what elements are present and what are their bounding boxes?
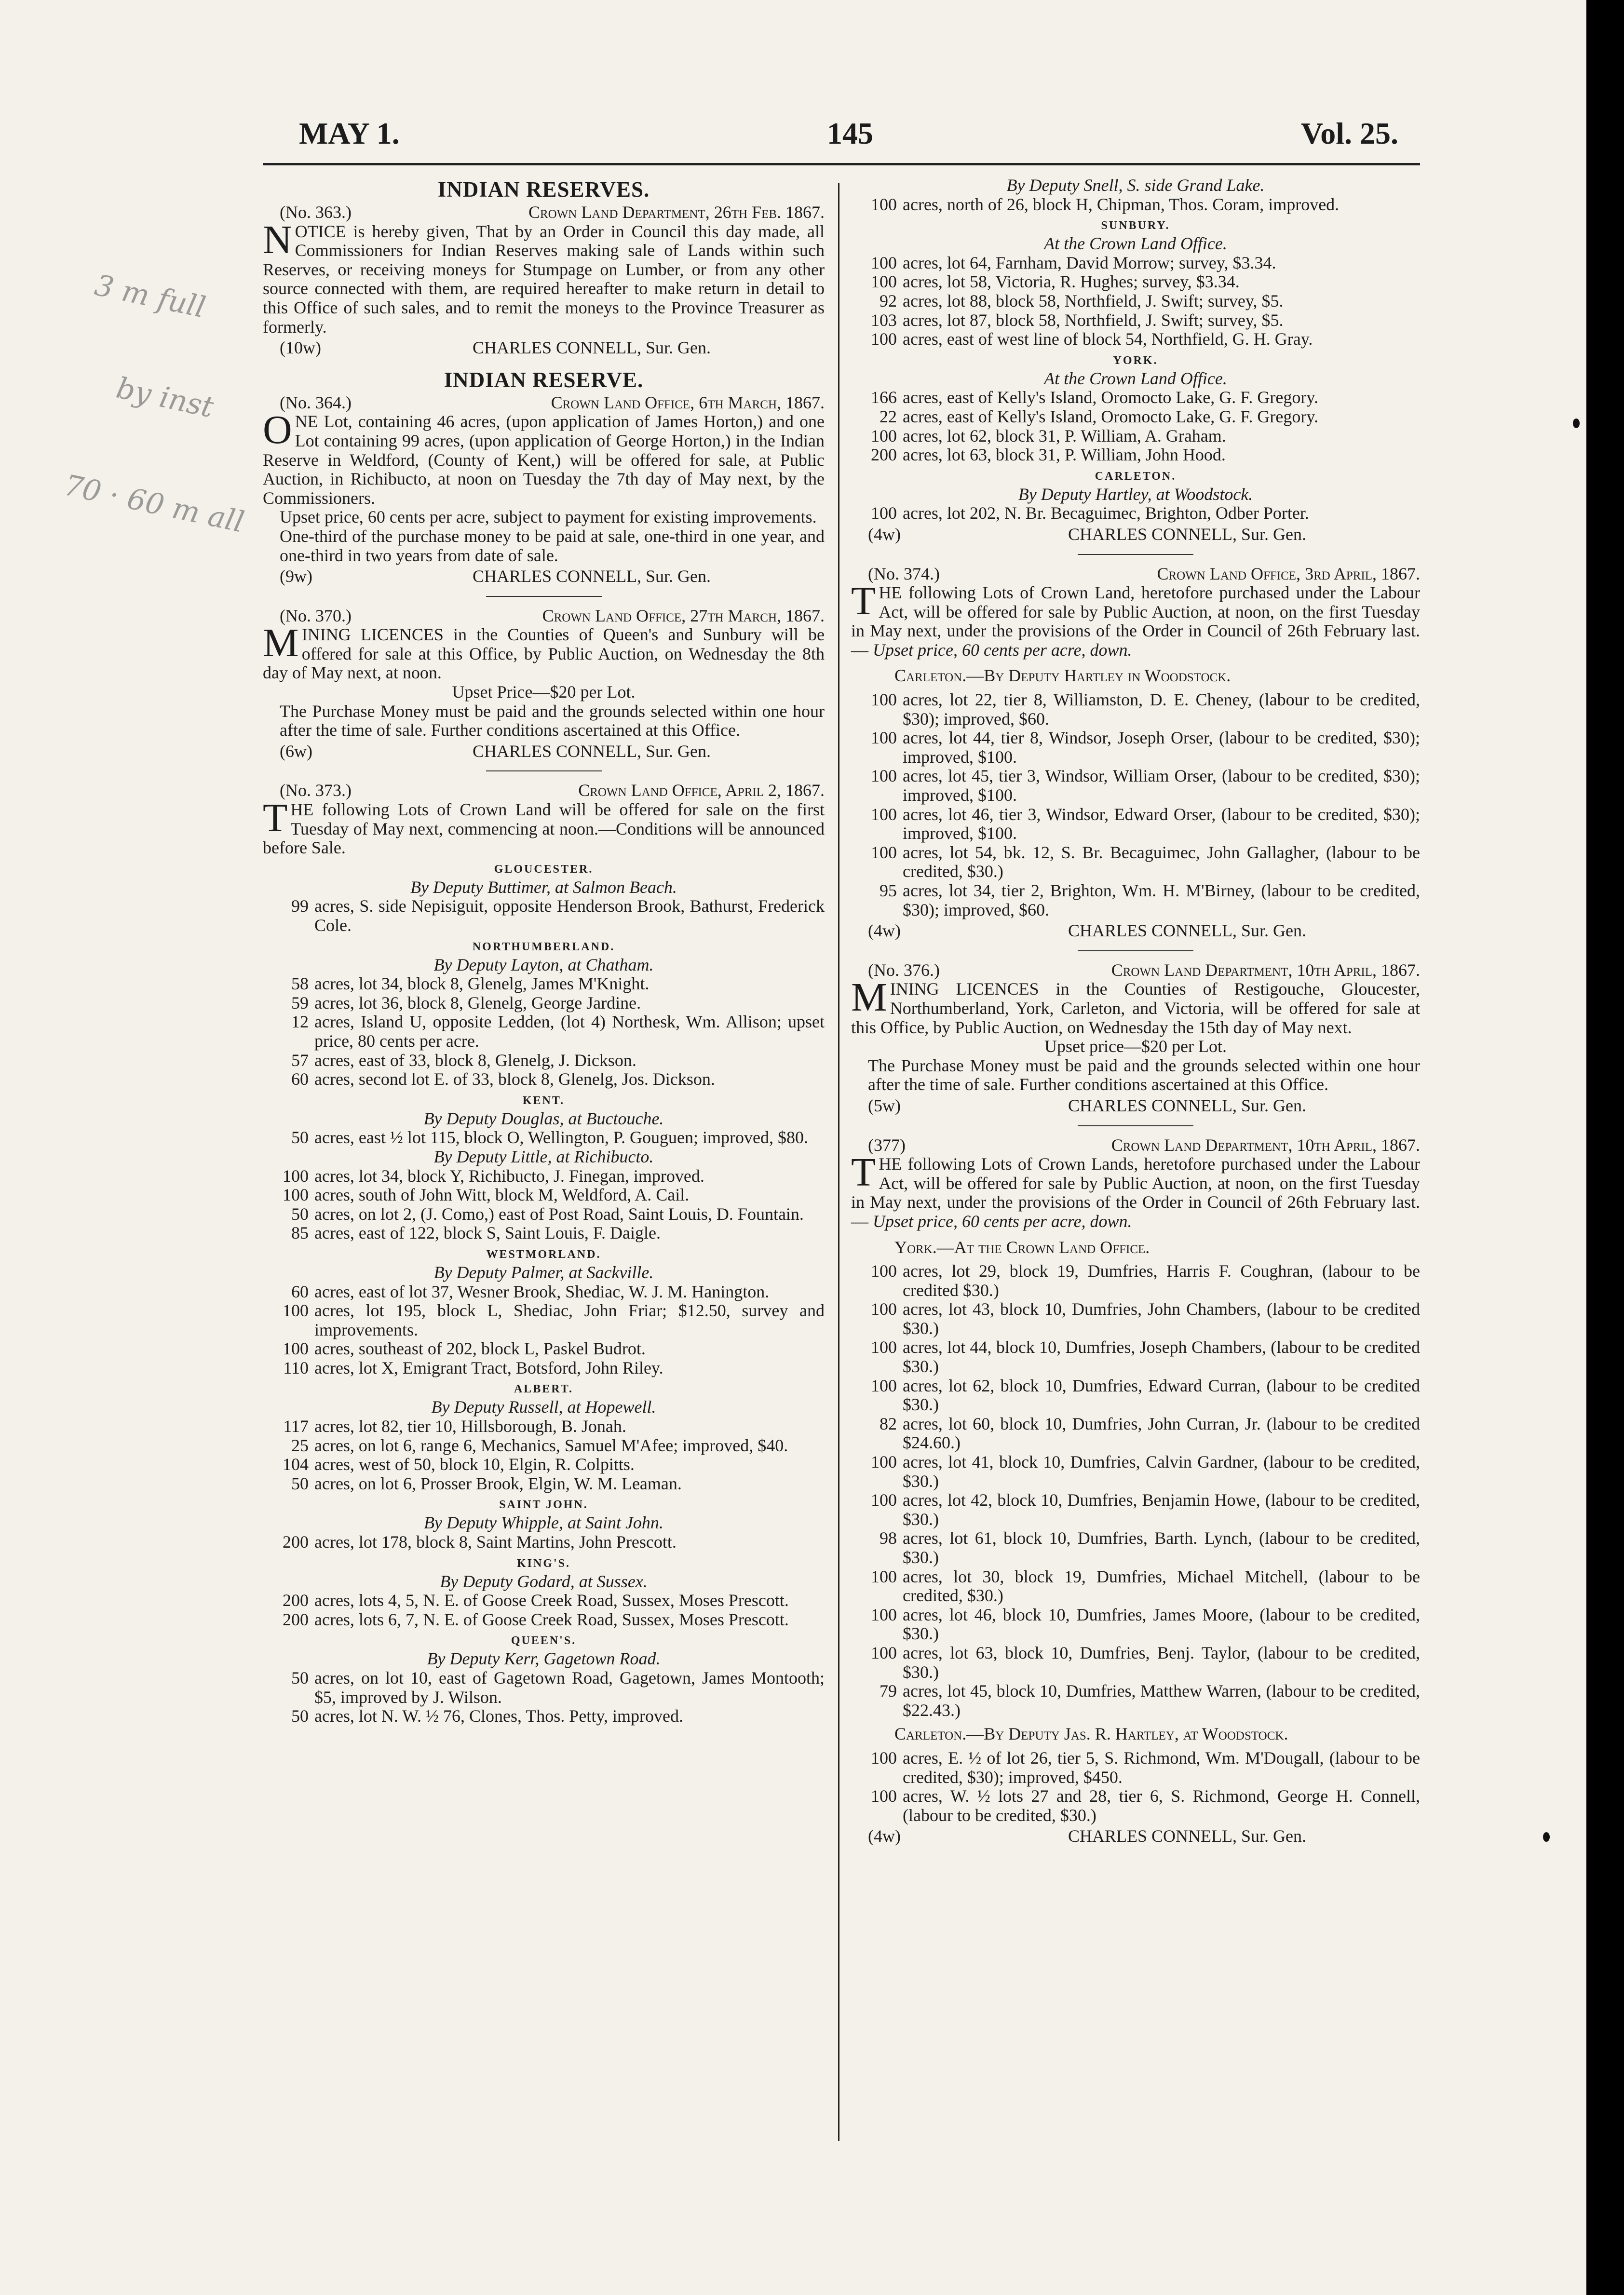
- separator: [1078, 554, 1193, 555]
- lot-description: acres, lot X, Emigrant Tract, Botsford, John Riley.: [314, 1358, 663, 1377]
- notice-office: Crown Land Office, April 2, 1867.: [578, 781, 825, 800]
- lot-description: acres, west of 50, block 10, Elgin, R. Colpitts.: [314, 1455, 635, 1474]
- lot-acres: 166: [871, 388, 897, 407]
- lot-description: acres, lot 88, block 58, Northfield, J. Swift; survey, $5.: [903, 291, 1284, 310]
- lot-entry: [263, 1591, 825, 1610]
- lot-description: acres, lot 202, N. Br. Becaguimec, Brighton, Odber Porter.: [903, 503, 1309, 523]
- signature-name: CHARLES CONNELL, Sur. Gen.: [473, 741, 711, 761]
- handwritten-margin-note: 3 m full: [92, 268, 209, 325]
- notice-upset-italic: Upset price, 60 cents per acre, down.: [873, 1211, 1132, 1231]
- lot-acres: 100: [871, 766, 897, 786]
- lot-description: acres, lot 63, block 31, P. William, John Hood.: [903, 445, 1226, 465]
- deputy-line: By Deputy Little, at Richibucto.: [433, 1147, 654, 1166]
- lot-description: acres, east of 33, block 8, Glenelg, J. Dickson.: [314, 1050, 636, 1070]
- lot-description: acres, lots 6, 7, N. E. of Goose Creek Road, Sussex, Moses Prescott.: [314, 1609, 789, 1629]
- notice-number: (No. 370.): [280, 606, 352, 625]
- lot-entry: [263, 1455, 825, 1474]
- lot-entry: [263, 1436, 825, 1456]
- lot-entry: [263, 974, 825, 994]
- county-heading: SAINT JOHN.: [499, 1498, 588, 1512]
- county-heading: YORK.: [1113, 354, 1158, 367]
- lot-description: acres, lot 62, block 31, P. William, A. Graham.: [903, 426, 1226, 446]
- deputy-line: By Deputy Whipple, at Saint John.: [424, 1513, 663, 1533]
- notice-body: NOTICE is hereby given, That by an Order in Council this day made, all Commissioners for Indian Reserves making sale of Lands within such Reserves, or receiving moneys for Stumpage on Lumber, or from any other source connected with them, are required hereafter to make return in detail to this Office of such sales, and to remit the moneys to the Province Treasurer as formerly.: [263, 217, 825, 337]
- lot-entry: [851, 407, 1420, 427]
- lot-acres: 60: [291, 1282, 309, 1301]
- lot-acres: 100: [871, 842, 897, 862]
- lot-acres: 100: [283, 1339, 309, 1359]
- lot-acres: 12: [291, 1012, 309, 1032]
- lot-list: [851, 690, 1420, 919]
- lot-entry: [851, 330, 1420, 349]
- lot-entry: [263, 1339, 825, 1359]
- notice-body-text: THE following Lots of Crown Land, heretofore purchased under the Labour Act, will be offered for sale by Public Auction, at noon, on the first Tuesday in May next, under the provisions of the Order in Council of 26th February last.—: [851, 579, 1420, 660]
- lot-description: acres, W. ½ lots 27 and 28, tier 6, S. Richmond, George H. Connell, (labour to be credited, $30.): [903, 1786, 1420, 1825]
- lot-description: acres, S. side Nepisiguit, opposite Henderson Brook, Bathurst, Frederick Cole.: [314, 896, 825, 935]
- lot-description: acres, lot 87, block 58, Northfield, J. Swift; survey, $5.: [903, 310, 1284, 330]
- notice-line: [263, 607, 825, 626]
- lot-acres: 200: [283, 1609, 309, 1629]
- lot-entry: [851, 254, 1420, 273]
- lot-acres: 100: [871, 1643, 897, 1662]
- lot-description: acres, lot 63, block 10, Dumfries, Benj. Taylor, (labour to be credited, $30.): [903, 1643, 1420, 1682]
- lot-list: [851, 1749, 1420, 1825]
- lot-entry: [263, 1533, 825, 1552]
- lot-entry: [263, 1359, 825, 1378]
- lot-description: acres, lots 4, 5, N. E. of Goose Creek Road, Sussex, Moses Prescott.: [314, 1591, 789, 1610]
- lot-acres: 98: [880, 1528, 897, 1548]
- deputy-line: By Deputy Hartley, at Woodstock.: [1018, 484, 1253, 504]
- notice-paragraph: One-third of the purchase money to be paid at sale, one-third in one year, and one-third in two years from date of sale.: [280, 526, 825, 565]
- notice-line: [263, 393, 825, 413]
- lot-acres: 50: [291, 1668, 309, 1688]
- notice-number: (No. 363.): [280, 202, 352, 222]
- lot-entry: [851, 881, 1420, 919]
- lot-entry: [263, 1474, 825, 1494]
- lot-entry: [851, 1415, 1420, 1453]
- page-number: 145: [827, 116, 873, 150]
- county-heading: ALBERT.: [514, 1383, 574, 1396]
- lot-acres: 100: [871, 728, 897, 748]
- deputy-line: By Deputy Buttimer, at Salmon Beach.: [410, 877, 677, 897]
- lot-description: acres, east of west line of block 54, Northfield, G. H. Gray.: [903, 329, 1313, 349]
- lot-acres: 100: [871, 804, 897, 824]
- lot-entry: [851, 388, 1420, 407]
- signature: [263, 567, 825, 586]
- lot-acres: 103: [871, 310, 897, 330]
- notice-office: Crown Land Department, 10th April, 1867.: [1111, 1135, 1420, 1155]
- signature-code: (5w): [868, 1095, 901, 1115]
- lot-entry: [851, 1377, 1420, 1415]
- lot-description: acres, second lot E. of 33, block 8, Glenelg, Jos. Dickson.: [314, 1069, 715, 1089]
- lot-acres: 200: [283, 1591, 309, 1610]
- lot-entry: [851, 1787, 1420, 1825]
- notice-office: Crown Land Office, 27th March, 1867.: [542, 606, 825, 625]
- deputy-line: By Deputy Russell, at Hopewell.: [431, 1397, 656, 1417]
- signature: [851, 525, 1420, 544]
- notice-body-text: THE following Lots of Crown Lands, heretofore purchased under the Labour Act, will be offered for sale by Public Auction, at noon, on the first Tuesday in May next, under the provisions of the Order in Council of 26th February last.—: [851, 1150, 1420, 1231]
- lot-entry: [851, 1567, 1420, 1606]
- separator: [1078, 1125, 1193, 1126]
- lot-acres: 110: [283, 1358, 309, 1377]
- lot-entry: [263, 1301, 825, 1339]
- lot-entry: [851, 1644, 1420, 1682]
- lot-acres: 95: [880, 881, 897, 900]
- header-date: MAY 1.: [299, 116, 400, 150]
- handwritten-margin-note: by inst: [113, 371, 217, 425]
- lot-entry: [851, 729, 1420, 767]
- county-heading: GLOUCESTER.: [494, 863, 594, 876]
- lot-acres: 100: [283, 1185, 309, 1205]
- lot-description: acres, lot 54, bk. 12, S. Br. Becaguimec, John Gallagher, (labour to be credited, $30.): [903, 842, 1420, 881]
- notice-body: THE following Lots of Crown Land will be offered for sale on the first Tuesday of May next, commencing at noon.—Conditions will be announced before Sale.: [263, 796, 825, 858]
- lot-entry: [851, 504, 1420, 523]
- lot-acres: 100: [871, 194, 897, 214]
- lot-acres: 85: [291, 1223, 309, 1243]
- lot-entry: [263, 1282, 825, 1302]
- lot-acres: 100: [871, 329, 897, 349]
- notice-number: (No. 364.): [280, 392, 352, 412]
- lot-description: acres, lot 60, block 10, Dumfries, John Curran, Jr. (labour to be credited $24.60.): [903, 1414, 1420, 1453]
- lot-description: acres, on lot 6, range 6, Mechanics, Samuel M'Afee; improved, $40.: [314, 1435, 788, 1455]
- deputy-line: By Deputy Snell, S. side Grand Lake.: [1006, 176, 1265, 195]
- lot-description: acres, lot 61, block 10, Dumfries, Barth. Lynch, (labour to be credited, $30.): [903, 1528, 1420, 1567]
- signature-name: CHARLES CONNELL, Sur. Gen.: [473, 338, 711, 358]
- notice-paragraph: The Purchase Money must be paid and the grounds selected within one hour after the time of sale. Further conditions ascertained at this Office.: [868, 1055, 1420, 1094]
- lot-description: acres, lot 82, tier 10, Hillsborough, B. Jonah.: [314, 1417, 626, 1436]
- signature-name: CHARLES CONNELL, Sur. Gen.: [1068, 1826, 1306, 1846]
- lot-description: acres, lot 195, block L, Shediac, John Friar; $12.50, survey and improvements.: [314, 1301, 825, 1339]
- lot-entry: [263, 1610, 825, 1630]
- lot-description: acres, lot N. W. ½ 76, Clones, Thos. Petty, improved.: [314, 1706, 683, 1726]
- lot-entry: [263, 1186, 825, 1205]
- lot-acres: 100: [871, 1748, 897, 1768]
- lot-acres: 58: [291, 974, 309, 994]
- lot-entry: [851, 1338, 1420, 1376]
- deputy-line: By Deputy Godard, at Sussex.: [440, 1571, 648, 1591]
- lot-entry: [263, 1707, 825, 1726]
- lot-acres: 100: [283, 1166, 309, 1186]
- lot-description: acres, lot 62, block 10, Dumfries, Edward Curran, (labour to be credited $30.): [903, 1376, 1420, 1415]
- lot-description: acres, north of 26, block H, Chipman, Thos. Coram, improved.: [903, 194, 1340, 214]
- lot-description: acres, on lot 6, Prosser Brook, Elgin, W. M. Leaman.: [314, 1473, 682, 1493]
- lot-entry: [263, 1128, 825, 1148]
- lot-entry: [851, 195, 1420, 215]
- lot-acres: 100: [871, 690, 897, 710]
- notice-paragraph: The Purchase Money must be paid and the grounds selected within one hour after the time of sale. Further conditions ascertained at this Office.: [280, 701, 825, 740]
- lot-entry: [851, 292, 1420, 311]
- lot-acres: 60: [291, 1069, 309, 1089]
- lot-description: acres, lot 42, block 10, Dumfries, Benjamin Howe, (labour to be credited, $30.): [903, 1490, 1420, 1529]
- lot-entry: [263, 1051, 825, 1070]
- lot-entry: [851, 1529, 1420, 1567]
- lot-subheading: York.—At the Crown Land Office.: [894, 1237, 1150, 1257]
- county-heading: KING'S.: [516, 1557, 571, 1570]
- lot-entry: [851, 311, 1420, 330]
- lot-acres: 25: [291, 1435, 309, 1455]
- notice-body: MINING LICENCES in the Counties of Restigouche, Gloucester, Northumberland, York, Carleton, and Victoria, will be offered for sale at this Office, by Public Auction, on Wednesday the 15th day of May next.: [851, 975, 1420, 1037]
- header-rule: [263, 163, 1420, 165]
- lot-acres: 100: [871, 1566, 897, 1586]
- deputy-line: At the Crown Land Office.: [1044, 368, 1227, 388]
- notice-office: Crown Land Office, 6th March, 1867.: [551, 392, 825, 412]
- signature-code: (10w): [280, 338, 321, 358]
- county-heading: WESTMORLAND.: [486, 1248, 601, 1261]
- lot-description: acres, lot 34, tier 2, Brighton, Wm. H. M'Birney, (labour to be credited, $30); improved, $60.: [903, 881, 1420, 919]
- lot-acres: 100: [871, 1490, 897, 1510]
- signature: [851, 1827, 1420, 1846]
- lot-entry: [851, 1491, 1420, 1529]
- right-column: [851, 176, 1420, 1846]
- lot-description: acres, south of John Witt, block M, Weldford, A. Cail.: [314, 1185, 690, 1205]
- notice-number: (No. 376.): [868, 960, 940, 980]
- notice-body: MINING LICENCES in the Counties of Queen's and Sunbury will be offered for sale at this Office, by Public Auction, on Wednesday the 8th day of May next, at noon.: [263, 621, 825, 683]
- lot-acres: 82: [880, 1414, 897, 1433]
- notice-number: (No. 373.): [280, 781, 352, 800]
- lot-entry: [263, 1417, 825, 1436]
- notice-line: [851, 1136, 1420, 1155]
- lot-acres: 100: [871, 426, 897, 446]
- signature: [851, 1096, 1420, 1116]
- lot-description: acres, lot 30, block 19, Dumfries, Michael Mitchell, (labour to be credited, $30.): [903, 1566, 1420, 1606]
- lot-entry: [851, 427, 1420, 446]
- lot-entry: [263, 1669, 825, 1707]
- lot-entry: [263, 1167, 825, 1186]
- lot-description: acres, east of 122, block S, Saint Louis, F. Daigle.: [314, 1223, 661, 1243]
- lot-description: acres, lot 34, block 8, Glenelg, James M'Knight.: [314, 974, 650, 994]
- lot-acres: 200: [871, 445, 897, 465]
- deputy-line: By Deputy Layton, at Chatham.: [433, 955, 654, 974]
- lot-description: acres, on lot 10, east of Gagetown Road, Gagetown, James Montooth; $5, improved by J. Wilson.: [314, 1668, 825, 1707]
- lot-entry: [851, 843, 1420, 881]
- county-heading: CARLETON.: [1095, 470, 1177, 483]
- county-heading: QUEEN'S.: [511, 1634, 577, 1647]
- lot-description: acres, lot 46, block 10, Dumfries, James Moore, (labour to be credited, $30.): [903, 1605, 1420, 1644]
- lot-acres: 100: [871, 1605, 897, 1624]
- ink-mark: [1573, 418, 1580, 428]
- lot-acres: 50: [291, 1473, 309, 1493]
- lot-entry: [851, 690, 1420, 729]
- lot-subheading: Carleton.—By Deputy Jas. R. Hartley, at Woodstock.: [894, 1724, 1288, 1744]
- section-title: INDIAN RESERVES.: [437, 177, 650, 202]
- lot-entry: [851, 446, 1420, 465]
- lot-description: acres, southeast of 202, block L, Paskel Budrot.: [314, 1339, 646, 1359]
- lot-acres: 100: [871, 503, 897, 523]
- lot-acres: 100: [871, 1337, 897, 1357]
- lot-acres: 104: [283, 1455, 309, 1474]
- left-column: [263, 176, 825, 1726]
- signature-code: (9w): [280, 567, 312, 586]
- lot-acres: 57: [291, 1050, 309, 1070]
- lot-entry: [263, 1224, 825, 1243]
- upset-price: Upset Price—$20 per Lot.: [452, 682, 636, 702]
- lot-acres: 100: [871, 1261, 897, 1281]
- signature: [263, 338, 825, 358]
- lot-description: acres, east ½ lot 115, block O, Wellington, P. Gouguen; improved, $80.: [314, 1128, 808, 1148]
- notice-paragraph: Upset price, 60 cents per acre, subject to payment for existing improvements.: [280, 507, 817, 527]
- lot-description: acres, lot 43, block 10, Dumfries, John Chambers, (labour to be credited $30.): [903, 1299, 1420, 1338]
- lot-groups: [851, 176, 1420, 523]
- lot-description: acres, Island U, opposite Ledden, (lot 4) Northesk, Wm. Allison; upset price, 80 cents per acre.: [314, 1012, 825, 1051]
- lot-description: acres, lot 178, block 8, Saint Martins, John Prescott.: [314, 1532, 677, 1552]
- notice-office: Crown Land Department, 26th Feb. 1867.: [528, 202, 825, 222]
- signature-code: (4w): [868, 921, 901, 941]
- lot-subheading: Carleton.—By Deputy Hartley in Woodstock.: [894, 666, 1231, 686]
- upset-price: Upset price—$20 per Lot.: [1044, 1037, 1227, 1056]
- lot-entry: [851, 1300, 1420, 1338]
- signature-name: CHARLES CONNELL, Sur. Gen.: [1068, 1095, 1306, 1115]
- signature-code: (4w): [868, 1826, 901, 1846]
- deputy-line: By Deputy Palmer, at Sackville.: [433, 1262, 654, 1282]
- separator: [1078, 950, 1193, 951]
- deputy-line: By Deputy Kerr, Gagetown Road.: [427, 1649, 661, 1669]
- lot-description: acres, lot 64, Farnham, David Morrow; survey, $3.34.: [903, 253, 1276, 272]
- notice-upset-italic: Upset price, 60 cents per acre, down.: [873, 640, 1132, 660]
- lot-entry: [263, 994, 825, 1013]
- notice-number: (No. 374.): [868, 564, 940, 583]
- lot-acres: 100: [871, 1299, 897, 1319]
- lot-description: acres, lot 44, tier 8, Windsor, Joseph Orser, (labour to be credited, $30); improved, $100.: [903, 728, 1420, 767]
- lot-description: acres, east of Kelly's Island, Oromocto Lake, G. F. Gregory.: [903, 406, 1319, 426]
- notice-body: ONE Lot, containing 46 acres, (upon application of James Horton,) and one Lot containing 99 acres, (upon application of George Horton,) in the Indian Reserve in Weldford, (County of Kent,) will be offered for sale, at Public Auction, in Richibucto, at noon on Tuesday the 7th day of May next, by the Commissioners.: [263, 407, 825, 508]
- lot-acres: 100: [871, 1452, 897, 1472]
- page-header: [299, 116, 1398, 154]
- lot-acres: 100: [871, 1376, 897, 1395]
- lot-acres: 50: [291, 1204, 309, 1224]
- lot-description: acres, lot 58, Victoria, R. Hughes; survey, $3.34.: [903, 272, 1240, 292]
- notice-body: [851, 1150, 1420, 1231]
- lot-acres: 59: [291, 993, 309, 1012]
- lot-entry: [851, 1749, 1420, 1787]
- ink-mark: [1543, 1832, 1550, 1842]
- lot-acres: 92: [880, 291, 897, 310]
- signature: [263, 742, 825, 761]
- lot-acres: 79: [880, 1681, 897, 1701]
- lot-description: acres, east of Kelly's Island, Oromocto Lake, G. F. Gregory.: [903, 388, 1319, 407]
- lot-description: acres, lot 46, tier 3, Windsor, Edward Orser, (labour to be credited, $30); improved, $100.: [903, 804, 1420, 843]
- signature: [851, 921, 1420, 941]
- lot-acres: 50: [291, 1706, 309, 1726]
- lot-description: acres, on lot 2, (J. Como,) east of Post Road, Saint Louis, D. Fountain.: [314, 1204, 804, 1224]
- lot-entry: [263, 1070, 825, 1089]
- signature-code: (6w): [280, 741, 312, 761]
- lot-description: acres, lot 36, block 8, Glenelg, George Jardine.: [314, 993, 641, 1012]
- separator: [486, 770, 602, 771]
- notice-line: [851, 565, 1420, 584]
- separator: [486, 596, 602, 597]
- lot-acres: 99: [291, 896, 309, 916]
- signature-code: (4w): [868, 524, 901, 544]
- signature-name: CHARLES CONNELL, Sur. Gen.: [473, 567, 711, 586]
- lot-acres: 100: [283, 1301, 309, 1321]
- column-divider: [838, 183, 839, 2141]
- county-heading: SUNBURY.: [1101, 219, 1170, 232]
- lot-entry: [851, 1453, 1420, 1491]
- lot-acres: 100: [871, 272, 897, 292]
- lot-description: acres, lot 44, block 10, Dumfries, Joseph Chambers, (labour to be credited $30.): [903, 1337, 1420, 1377]
- deputy-line: By Deputy Douglas, at Buctouche.: [423, 1108, 664, 1128]
- lot-entry: [851, 272, 1420, 292]
- signature-name: CHARLES CONNELL, Sur. Gen.: [1068, 524, 1306, 544]
- lot-entry: [263, 897, 825, 935]
- lot-description: acres, lot 22, tier 8, Williamston, D. E. Cheney, (labour to be credited, $30); improved, $60.: [903, 690, 1420, 729]
- lot-acres: 22: [880, 406, 897, 426]
- lot-entry: [263, 1012, 825, 1051]
- lot-list: [851, 1262, 1420, 1720]
- notice-number: (377): [868, 1135, 906, 1155]
- lot-entry: [851, 1262, 1420, 1300]
- notice-office: Crown Land Office, 3rd April, 1867.: [1157, 564, 1420, 583]
- lot-entry: [851, 1682, 1420, 1720]
- handwritten-margin-note: 70 · 60 m all: [61, 468, 247, 540]
- notice-line: [851, 961, 1420, 980]
- lot-description: acres, lot 41, block 10, Dumfries, Calvin Gardner, (labour to be credited, $30.): [903, 1452, 1420, 1491]
- lot-entry: [851, 767, 1420, 805]
- notice-line: [263, 203, 825, 222]
- signature-name: CHARLES CONNELL, Sur. Gen.: [1068, 921, 1306, 941]
- lot-description: acres, lot 45, tier 3, Windsor, William Orser, (labour to be credited, $30); improved, $100.: [903, 766, 1420, 805]
- lot-entry: [263, 1205, 825, 1224]
- notice-line: [263, 781, 825, 800]
- lot-acres: 100: [871, 1786, 897, 1806]
- lot-description: acres, lot 29, block 19, Dumfries, Harris F. Coughran, (labour to be credited $30.): [903, 1261, 1420, 1300]
- lot-entry: [851, 1606, 1420, 1644]
- lot-groups: [263, 861, 825, 1726]
- lot-acres: 117: [283, 1417, 309, 1436]
- notice-office: Crown Land Department, 10th April, 1867.: [1111, 960, 1420, 980]
- lot-acres: 200: [283, 1532, 309, 1552]
- lot-description: acres, E. ½ of lot 26, tier 5, S. Richmond, Wm. M'Dougall, (labour to be credited, $30); improved, $450.: [903, 1748, 1420, 1787]
- county-heading: NORTHUMBERLAND.: [472, 940, 615, 953]
- section-title: INDIAN RESERVE.: [444, 367, 644, 392]
- deputy-line: At the Crown Land Office.: [1044, 234, 1227, 254]
- lot-description: acres, lot 45, block 10, Dumfries, Matthew Warren, (labour to be credited, $22.43.): [903, 1681, 1420, 1720]
- county-heading: KENT.: [522, 1094, 565, 1107]
- volume-number: Vol. 25.: [1300, 116, 1398, 150]
- lot-entry: [851, 805, 1420, 843]
- lot-description: acres, east of lot 37, Wesner Brook, Shediac, W. J. M. Hanington.: [314, 1282, 770, 1301]
- notice-body: [851, 579, 1420, 660]
- lot-acres: 100: [871, 253, 897, 272]
- lot-acres: 50: [291, 1128, 309, 1148]
- lot-description: acres, lot 34, block Y, Richibucto, J. Finegan, improved.: [314, 1166, 704, 1186]
